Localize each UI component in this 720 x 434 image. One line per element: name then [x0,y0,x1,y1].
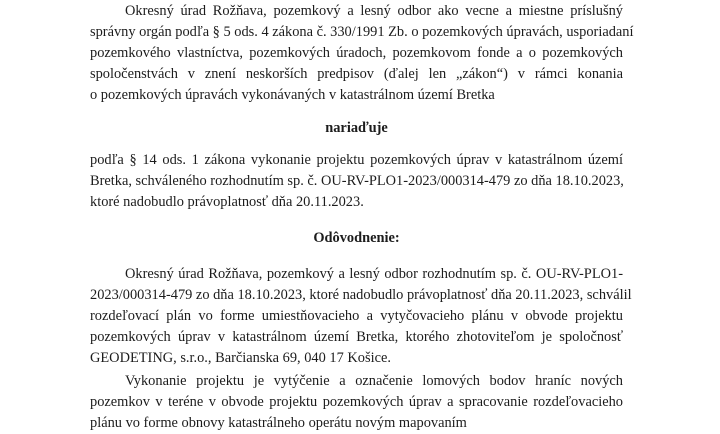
text-line: Okresný úrad Rožňava, pozemkový a lesný odbor rozhodnutím sp. č. OU-RV-PLO1- [125,266,623,282]
paragraph-execution [90,371,623,434]
text-line: rozdeľovací plán vo forme umiestňovacieho a vytyčovacieho plánu v obvode projektu [90,308,623,324]
text-line: Bretka, schváleného rozhodnutím sp. č. OU-RV-PLO1-2023/000314-479 zo dňa 18.10.2023, [90,173,624,189]
text-line: Vykonanie projektu je vytýčenie a označenie lomových bodov hraníc nových [125,373,623,389]
paragraph-order [90,150,623,213]
text-line: o pozemkových úpravách vykonávaných v katastrálnom území Bretka [90,87,495,103]
text-line: Okresný úrad Rožňava, pozemkový a lesný odbor ako vecne a miestne príslušný [125,3,623,19]
text-line: pozemkových úprav v katastrálnom území Bretka, ktorého zhotoviteľom je spoločnosť [90,329,623,345]
paragraph-intro [90,1,634,106]
paragraph-reasoning [90,264,632,369]
text-line: 2023/000314-479 zo dňa 18.10.2023, ktoré nadobudlo právoplatnosť dňa 20.11.2023, schválil [90,287,632,303]
text-line: pozemkov v teréne v obvode projektu pozemkových úprav a spracovanie rozdeľovacieho [90,394,623,410]
text-line: ktoré nadobudlo právoplatnosť dňa 20.11.2023. [90,194,364,210]
text-line: správny orgán podľa § 5 ods. 4 zákona č. 330/1991 Zb. o pozemkových úpravách, usporiadaní [90,24,634,40]
heading-nariaduje: nariaďuje [325,120,388,136]
text-line: pozemkového vlastníctva, pozemkových úradoch, pozemkovom fonde a o pozemkových [90,45,623,61]
text-line: spoločenstvách v znení neskorších predpisov (ďalej len „zákon“) v rámci konania [90,66,623,82]
text-line: plánu vo forme obnovy katastrálneho operátu novým mapovaním [90,415,467,431]
text-line: GEODETING, s.r.o., Barčianska 69, 040 17 Košice. [90,350,391,366]
text-line: podľa § 14 ods. 1 zákona vykonanie projektu pozemkových úprav v katastrálnom území [90,152,623,168]
heading-odovodnenie: Odôvodnenie: [313,230,400,246]
